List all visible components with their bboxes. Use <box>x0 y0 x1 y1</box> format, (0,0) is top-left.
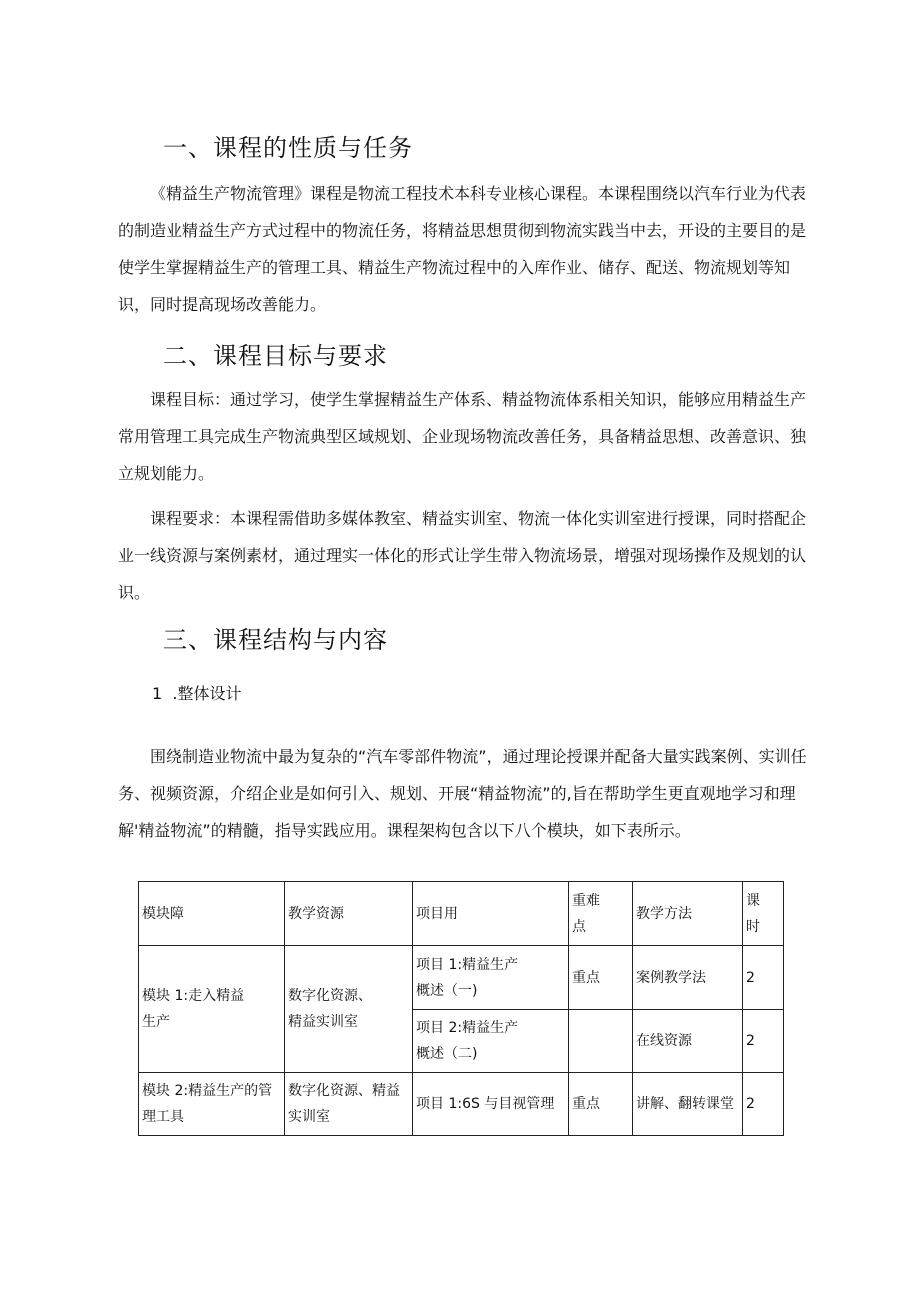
subsection-overall-design: 1 .整体设计 <box>152 684 242 703</box>
header-resource: 教学资源 <box>285 882 413 946</box>
module-1-project-2-hours: 2 <box>743 1010 784 1073</box>
section-3-heading: 三、课程结构与内容 <box>163 626 388 654</box>
course-requirement-paragraph: 课程要求：本课程需借助多媒体教室、精益实训室、物流一体化实训室进行授课，同时搭配企业一线资源与案例素材，通过理实一体化的形式让学生带入物流场景，增强对现场操作及规划的认识。 <box>118 509 807 602</box>
module-1-resource: 数字化资源、 精益实训室 <box>285 946 413 1073</box>
course-goal-paragraph: 课程目标：通过学习，使学生掌握精益生产体系、精益物流体系相关知识，能够应用精益生产常用管理工具完成生产物流典型区域规划、企业现场物流改善任务，具备精益思想、改善意识、独立规划能力。 <box>118 390 807 483</box>
section-2-heading: 二、课程目标与要求 <box>163 342 388 370</box>
module-2-project-1: 项目 1:6S 与目视管理 <box>413 1073 569 1136</box>
table-header-row <box>139 882 784 946</box>
module-1-project-1-key: 重点 <box>569 946 633 1010</box>
section-1-body: 《精益生产物流管理》课程是物流工程技术本科专业核心课程。本课程围绕以汽车行业为代表的制造业精益生产方式过程中的物流任务，将精益思想贯彻到物流实践当中去，开设的主要目的是使学生掌握精益生产的管理工具、精益生产物流过程中的入库作业、储存、配送、物流规划等知识，同时提高现场改善能力。 <box>118 184 807 314</box>
module-1-project-1: 项目 1:精益生产 概述（一) <box>413 946 569 1010</box>
table-row <box>139 946 784 1010</box>
section-3-body: 围绕制造业物流中最为复杂的“汽车零部件物流”，通过理论授课并配备大量实践案例、实训任务、视频资源，介绍企业是如何引入、规划、开展“精益物流”的,旨在帮助学生更直观地学习和理解'精益物流”的精髓，指导实践应用。课程架构包含以下八个模块，如下表所示。 <box>118 747 807 840</box>
header-key-point: 重难 点 <box>569 882 633 946</box>
table-row <box>139 1073 784 1136</box>
module-2-project-1-hours: 2 <box>743 1073 784 1136</box>
module-2-project-1-key: 重点 <box>569 1073 633 1136</box>
module-1-project-2-key <box>569 1010 633 1073</box>
module-1-name: 模块 1:走入精益 生产 <box>139 946 285 1073</box>
module-1-project-2: 项目 2:精益生产 概述（二) <box>413 1010 569 1073</box>
header-project: 项目用 <box>413 882 569 946</box>
course-structure-table <box>138 881 784 1136</box>
header-module: 模块障 <box>139 882 285 946</box>
header-method: 教学方法 <box>633 882 743 946</box>
section-1-heading: 一、课程的性质与任务 <box>163 134 413 162</box>
module-1-project-1-method: 案例教学法 <box>633 946 743 1010</box>
header-hours: 课 时 <box>743 882 784 946</box>
module-2-resource: 数字化资源、精益 实训室 <box>285 1073 413 1136</box>
module-2-name: 模块 2:精益生产的管 理工具 <box>139 1073 285 1136</box>
module-2-project-1-method: 讲解、翻转课堂 <box>633 1073 743 1136</box>
module-1-project-2-method: 在线资源 <box>633 1010 743 1073</box>
module-1-project-1-hours: 2 <box>743 946 784 1010</box>
